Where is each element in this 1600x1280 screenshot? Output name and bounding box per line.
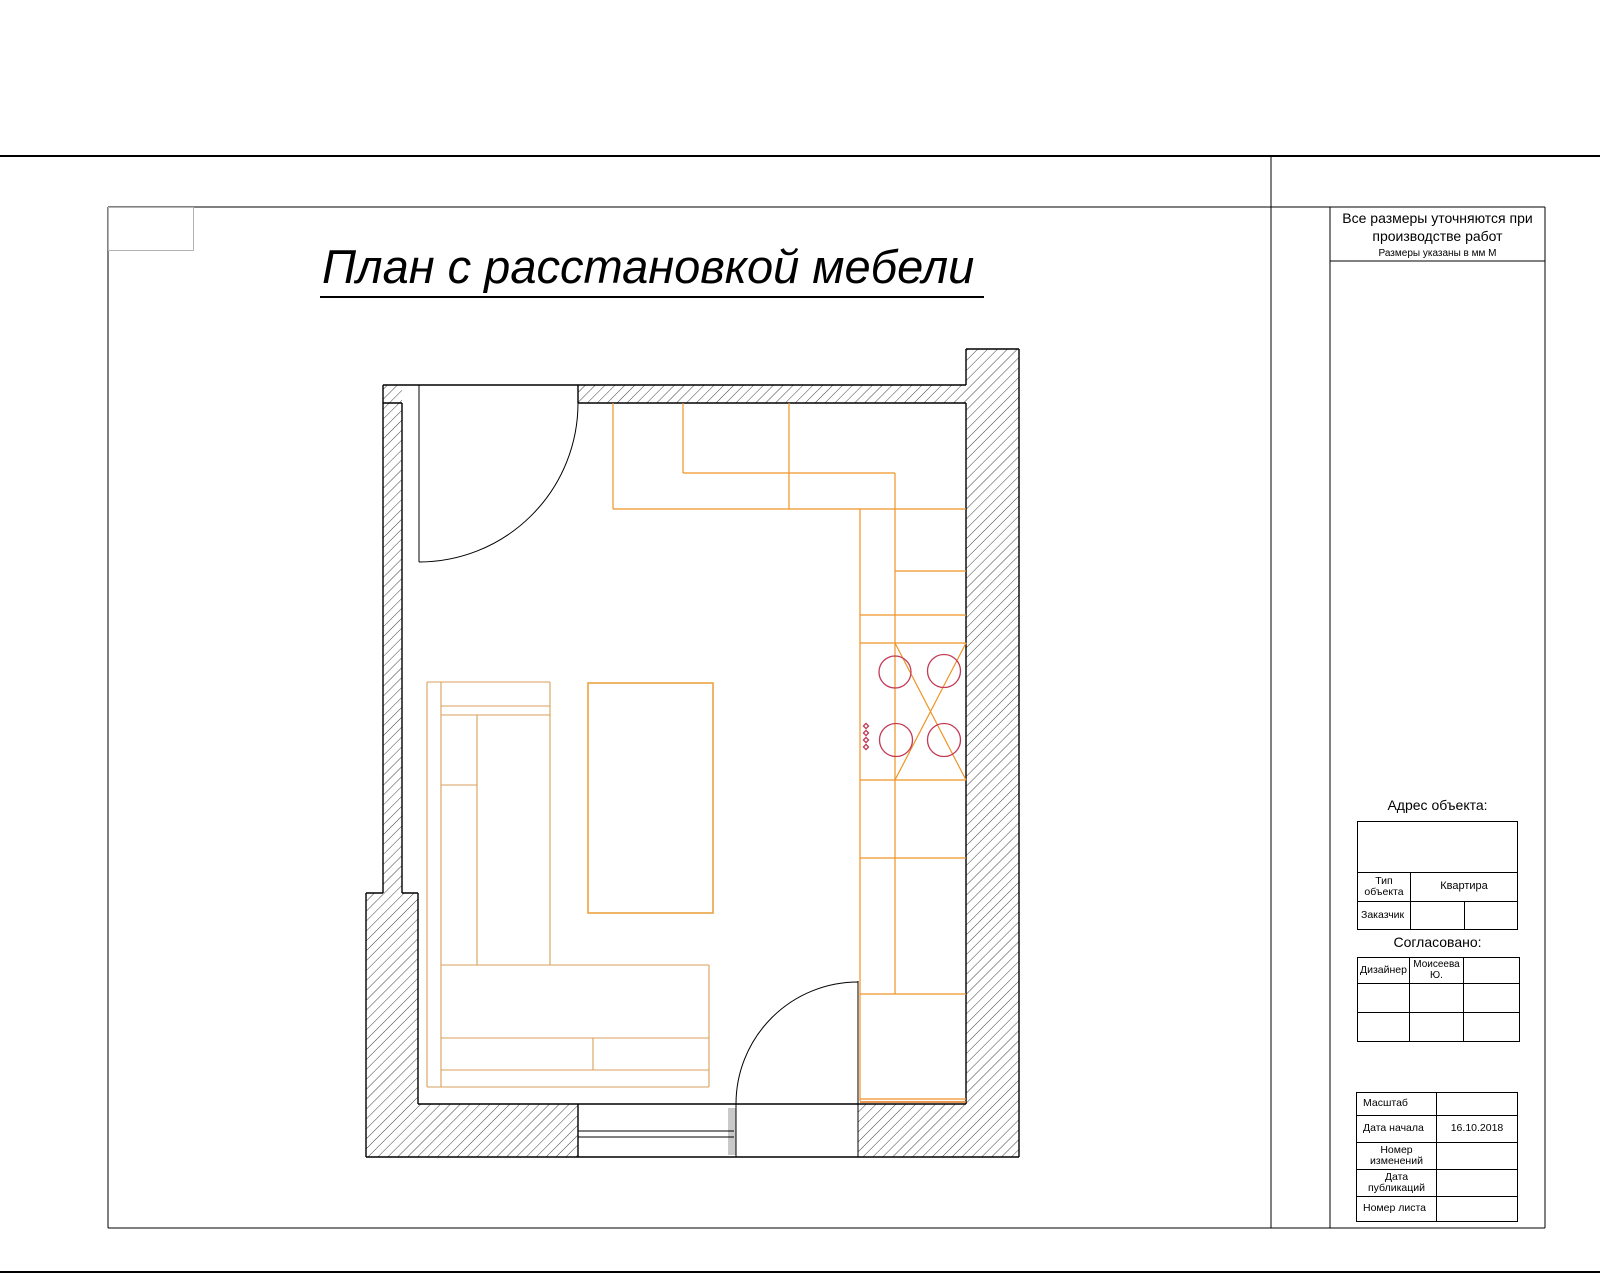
- balcony-door: [736, 981, 858, 1157]
- address-value-cell: [1358, 822, 1517, 872]
- frame-corner-box: [109, 208, 194, 251]
- window: [578, 1108, 736, 1155]
- hob-cross: [895, 643, 966, 780]
- drawing-title: План с расстановкой мебели: [320, 243, 984, 298]
- info-label-sheet-number: Номер листа: [1357, 1197, 1437, 1221]
- stove-knob-dots: [863, 723, 868, 749]
- info-label-start-date: Дата начала: [1357, 1116, 1437, 1142]
- entry-door: [419, 385, 578, 562]
- info-label-revision: Номер изменений: [1357, 1143, 1437, 1169]
- client-label: Заказчик: [1358, 902, 1411, 929]
- info-label-pub-date: Дата публикаций: [1357, 1170, 1437, 1196]
- approval-table: [1357, 957, 1520, 1042]
- approval-cell: [1410, 984, 1464, 1012]
- notes-box: [1331, 209, 1544, 259]
- approval-cell: [1358, 1013, 1410, 1041]
- info-value-start-date: 16.10.2018: [1450, 1122, 1504, 1135]
- approval-cell: [1410, 1013, 1464, 1041]
- info-value-revision: [1437, 1143, 1517, 1169]
- note-line-2: производстве работ: [1372, 228, 1503, 245]
- info-value-scale: [1437, 1093, 1517, 1115]
- approval-cell: [1464, 984, 1519, 1012]
- object-type-label: Тип объекта: [1358, 873, 1411, 901]
- dining-table: [588, 683, 713, 913]
- kitchen-counter: [613, 403, 966, 1102]
- approval-cell: [1358, 984, 1410, 1012]
- info-value-pub-date: [1437, 1170, 1517, 1196]
- note-line-1: Все размеры уточняются при: [1342, 210, 1533, 226]
- info-label-scale: Масштаб: [1357, 1093, 1437, 1115]
- client-value-1: [1411, 902, 1465, 929]
- entry-door-swing-arc: [419, 403, 578, 562]
- note-line-3: Размеры указаны в мм М: [1378, 248, 1497, 260]
- corner-sofa: [427, 682, 709, 1087]
- approval-role: Дизайнер: [1358, 958, 1410, 983]
- approval-cell: [1464, 1013, 1519, 1041]
- balcony-door-swing-arc: [736, 982, 858, 1104]
- info-value-sheet-number: [1437, 1197, 1517, 1221]
- address-table: [1357, 821, 1518, 930]
- address-heading: Адрес объекта:: [1387, 797, 1488, 813]
- client-value-2: [1465, 902, 1517, 929]
- wall-lines: [366, 349, 1019, 1157]
- walls-hatch: [366, 349, 1019, 1157]
- approval-cell: [1464, 958, 1519, 983]
- approval-name: Моисеева Ю.: [1410, 958, 1464, 983]
- approval-heading: Согласовано:: [1393, 934, 1482, 950]
- object-type-value: Квартира: [1440, 880, 1488, 893]
- info-table: [1356, 1092, 1518, 1222]
